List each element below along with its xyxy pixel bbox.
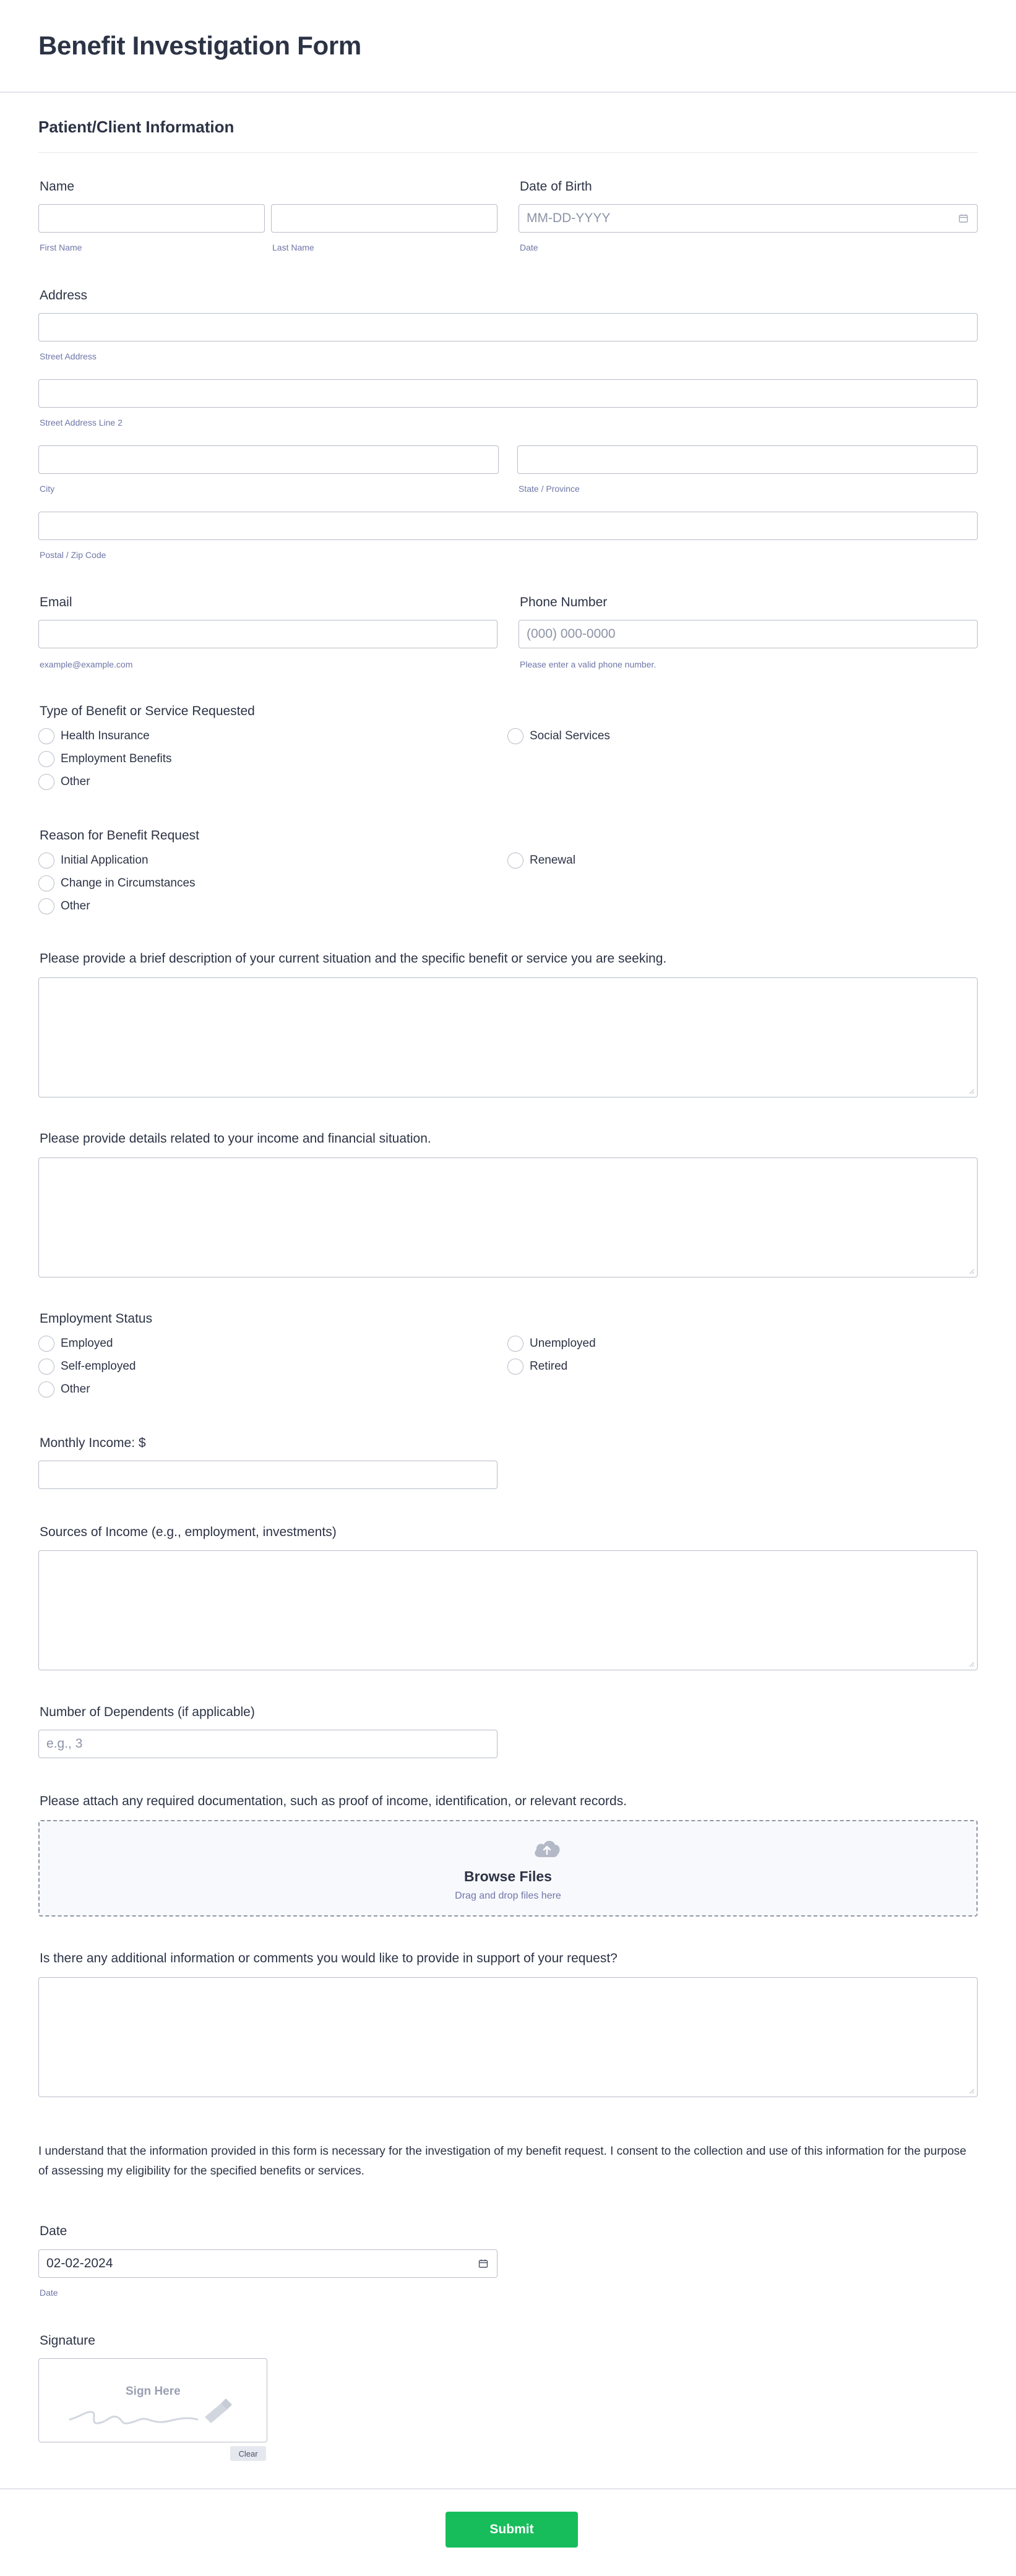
resize-handle-icon[interactable] (968, 1268, 975, 1274)
radio-circle[interactable] (38, 852, 54, 869)
radio-reason-other[interactable] (38, 898, 90, 914)
state-sublabel: State / Province (519, 484, 580, 494)
radio-circle[interactable] (507, 1336, 523, 1352)
sources-textarea[interactable] (38, 1550, 978, 1670)
radio-circle[interactable] (38, 728, 54, 744)
radio-label: Unemployed (530, 1337, 596, 1350)
date-value: 02-02-2024 (46, 2256, 113, 2270)
calendar-icon[interactable] (958, 213, 968, 223)
phone-placeholder: (000) 000-0000 (527, 627, 616, 641)
radio-circle[interactable] (507, 1359, 523, 1375)
radio-social-services[interactable] (507, 728, 610, 744)
first-name-input[interactable] (38, 204, 265, 233)
calendar-icon[interactable] (478, 2259, 488, 2269)
sources-label: Sources of Income (e.g., employment, investments) (40, 1525, 337, 1539)
street-address-sublabel: Street Address (40, 351, 97, 361)
radio-circle[interactable] (38, 774, 54, 790)
radio-circle[interactable] (38, 1336, 54, 1352)
radio-change-in-circumstances[interactable] (38, 875, 196, 891)
monthly-income-input[interactable] (38, 1461, 497, 1489)
radio-circle[interactable] (38, 751, 54, 767)
signature-label: Signature (40, 2333, 95, 2348)
cloud-upload-icon (532, 1837, 562, 1860)
name-label: Name (40, 179, 75, 194)
section-title: Patient/Client Information (38, 118, 235, 136)
radio-label: Social Services (530, 729, 610, 742)
resize-handle-icon[interactable] (968, 2088, 975, 2094)
radio-benefit-other[interactable] (38, 774, 90, 790)
benefit-type-label: Type of Benefit or Service Requested (40, 704, 255, 718)
description-textarea[interactable] (38, 977, 978, 1097)
form-title: Benefit Investigation Form (38, 31, 361, 60)
description-label: Please provide a brief description of your current situation and the specific benefit or service you are seeking. (40, 951, 667, 966)
email-input[interactable] (38, 620, 497, 648)
first-name-sublabel: First Name (40, 243, 82, 252)
submit-button[interactable]: Submit (446, 2512, 578, 2548)
resize-handle-icon[interactable] (968, 1088, 975, 1094)
dob-label: Date of Birth (520, 179, 592, 194)
radio-label: Change in Circumstances (61, 877, 196, 890)
sign-here-placeholder: Sign Here (126, 2385, 181, 2398)
monthly-income-label: Monthly Income: $ (40, 1436, 146, 1450)
last-name-input[interactable] (271, 204, 497, 233)
radio-initial-application[interactable] (38, 852, 149, 869)
signature-scribble-icon (67, 2392, 241, 2429)
drag-drop-hint: Drag and drop files here (455, 1891, 561, 1901)
last-name-sublabel: Last Name (272, 243, 314, 252)
email-sublabel: example@example.com (40, 659, 133, 669)
file-upload-dropzone[interactable] (38, 1820, 978, 1917)
income-details-textarea[interactable] (38, 1157, 978, 1277)
radio-unemployed[interactable] (507, 1336, 596, 1352)
date-input[interactable] (38, 2249, 497, 2278)
radio-health-insurance[interactable] (38, 728, 150, 744)
dependents-label: Number of Dependents (if applicable) (40, 1705, 255, 1719)
radio-self-employed[interactable] (38, 1359, 136, 1375)
section-divider (38, 152, 978, 153)
dob-input[interactable] (519, 204, 978, 233)
radio-label: Health Insurance (61, 729, 150, 742)
radio-circle[interactable] (38, 1359, 54, 1375)
date-sublabel: Date (40, 2288, 58, 2298)
radio-circle[interactable] (38, 1381, 54, 1397)
radio-renewal[interactable] (507, 852, 575, 869)
street-address-2-sublabel: Street Address Line 2 (40, 418, 123, 427)
phone-sublabel: Please enter a valid phone number. (520, 659, 657, 669)
radio-label: Employment Benefits (61, 752, 172, 765)
attachments-label: Please attach any required documentation, such as proof of income, identification, or relevant records. (40, 1794, 627, 1808)
radio-label: Employed (61, 1337, 113, 1350)
radio-circle[interactable] (38, 898, 54, 914)
dependents-input[interactable] (38, 1730, 497, 1758)
dependents-placeholder: e.g., 3 (46, 1737, 83, 1751)
radio-employment-other[interactable] (38, 1381, 90, 1397)
clear-signature-button[interactable]: Clear (230, 2446, 266, 2461)
reason-label: Reason for Benefit Request (40, 828, 199, 843)
signature-pad[interactable] (38, 2358, 267, 2442)
radio-label: Other (61, 775, 90, 788)
radio-label: Renewal (530, 854, 575, 867)
street-address-input[interactable] (38, 313, 978, 341)
browse-files-label[interactable]: Browse Files (464, 1868, 552, 1884)
zip-sublabel: Postal / Zip Code (40, 550, 106, 560)
street-address-2-input[interactable] (38, 379, 978, 408)
state-input[interactable] (517, 445, 978, 474)
phone-input[interactable] (519, 620, 978, 648)
radio-employment-benefits[interactable] (38, 751, 172, 767)
consent-text: I understand that the information provided in this form is necessary for the investigation of my benefit request. I consent to the collection and use of this information for the purpose of assessing my eligibility for the specified benefits or services. (38, 2145, 966, 2178)
radio-circle[interactable] (38, 875, 54, 891)
email-label: Email (40, 595, 72, 609)
zip-input[interactable] (38, 512, 978, 540)
phone-label: Phone Number (520, 595, 608, 609)
additional-info-textarea[interactable] (38, 1977, 978, 2097)
radio-circle[interactable] (507, 852, 523, 869)
radio-label: Initial Application (61, 854, 149, 867)
radio-employed[interactable] (38, 1336, 113, 1352)
radio-label: Other (61, 899, 90, 912)
radio-label: Other (61, 1383, 90, 1396)
date-label: Date (40, 2224, 67, 2238)
employment-label: Employment Status (40, 1312, 153, 1326)
dob-placeholder: MM-DD-YYYY (527, 211, 611, 225)
additional-info-label: Is there any additional information or comments you would like to provide in support of your request? (40, 1951, 618, 1965)
radio-label: Self-employed (61, 1360, 136, 1373)
address-label: Address (40, 288, 88, 303)
radio-label: Retired (530, 1360, 568, 1373)
dob-sublabel: Date (520, 243, 538, 252)
city-sublabel: City (40, 484, 55, 494)
radio-circle[interactable] (507, 728, 523, 744)
city-input[interactable] (38, 445, 499, 474)
income-details-label: Please provide details related to your income and financial situation. (40, 1131, 431, 1146)
radio-retired[interactable] (507, 1359, 567, 1375)
resize-handle-icon[interactable] (968, 1661, 975, 1667)
